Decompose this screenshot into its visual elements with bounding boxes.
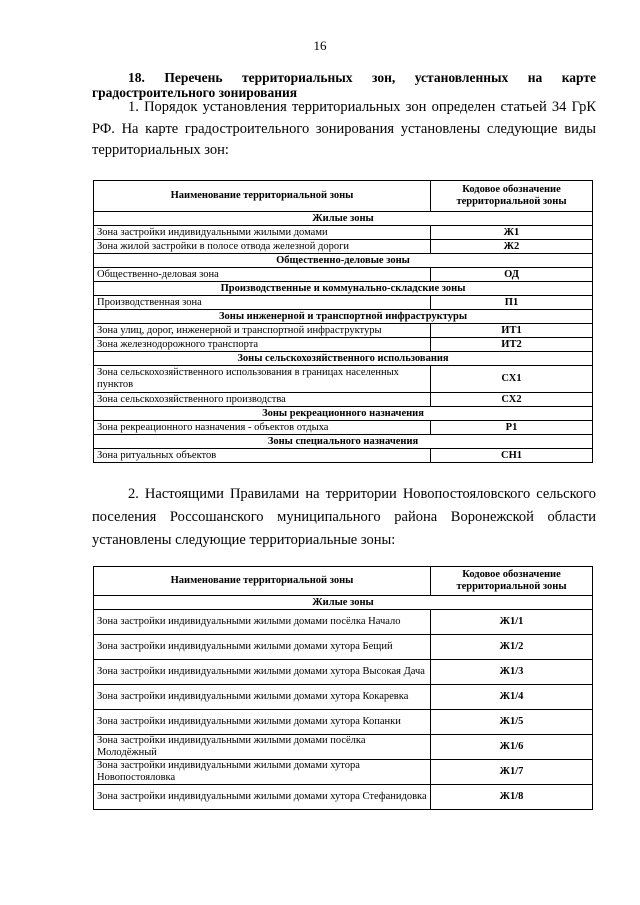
table-row [94, 268, 593, 282]
group-row [94, 310, 593, 324]
zone-code: СХ1 [431, 366, 593, 393]
header-zone-code: Кодовое обозначение территориальной зоны [431, 567, 593, 596]
zone-code: Ж1/5 [431, 710, 593, 735]
section-heading [92, 70, 596, 100]
page-number: 16 [313, 38, 327, 53]
zone-name: Зона железнодорожного транспорта [94, 338, 431, 352]
zone-name: Зона застройки индивидуальными жилыми домами хутора Высокая Дача [94, 660, 431, 685]
group-row [94, 435, 593, 449]
table-row [94, 785, 593, 810]
header-zone-code: Кодовое обозначение территориальной зоны [431, 181, 593, 212]
group-title: Зоны специального назначения [94, 435, 593, 449]
zone-code: СХ2 [431, 393, 593, 407]
group-row [94, 407, 593, 421]
group-row [94, 254, 593, 268]
paragraph-2: 2. Настоящими Правилами на территории Новопостояловского сельского поселения Россошанского муниципального района Воронежской области установлены следующие территориальные зоны: [92, 486, 596, 548]
zone-code: Ж1 [431, 226, 593, 240]
group-title: Общественно-деловые зоны [94, 254, 593, 268]
group-row [94, 352, 593, 366]
zone-code: Ж1/7 [431, 760, 593, 785]
group-title: Жилые зоны [94, 212, 593, 226]
zone-code: Ж2 [431, 240, 593, 254]
table-row [94, 226, 593, 240]
group-row [94, 596, 593, 610]
zone-code: ИТ2 [431, 338, 593, 352]
table-row [94, 635, 593, 660]
zone-name: Зона ритуальных объектов [94, 449, 431, 463]
table-row [94, 421, 593, 435]
table-row [94, 610, 593, 635]
zone-name: Зона сельскохозяйственного производства [94, 393, 431, 407]
group-row [94, 212, 593, 226]
zone-name: Зона рекреационного назначения - объектов отдыха [94, 421, 431, 435]
table-row [94, 685, 593, 710]
table-row [94, 240, 593, 254]
zone-code: СН1 [431, 449, 593, 463]
table-row [94, 760, 593, 785]
group-title: Производственные и коммунально-складские зоны [94, 282, 593, 296]
group-title: Зоны рекреационного назначения [94, 407, 593, 421]
table-row [94, 393, 593, 407]
zone-name: Зона застройки индивидуальными жилыми домами посёлка Молодёжный [94, 735, 431, 760]
table-row [94, 660, 593, 685]
group-row [94, 282, 593, 296]
zone-name: Зона застройки индивидуальными жилыми домами хутора Кокаревка [94, 685, 431, 710]
header-zone-name: Наименование территориальной зоны [94, 181, 431, 212]
zone-name: Зона жилой застройки в полосе отвода железной дороги [94, 240, 431, 254]
zone-name: Зона застройки индивидуальными жилыми домами посёлка Начало [94, 610, 431, 635]
zone-name: Общественно-деловая зона [94, 268, 431, 282]
table-row [94, 735, 593, 760]
table-row [94, 324, 593, 338]
zone-name: Зона застройки индивидуальными жилыми домами хутора Бещий [94, 635, 431, 660]
group-title: Зоны инженерной и транспортной инфраструктуры [94, 310, 593, 324]
zone-code: ОД [431, 268, 593, 282]
zone-code: П1 [431, 296, 593, 310]
zone-code: Ж1/4 [431, 685, 593, 710]
zones-table-2 [93, 566, 593, 810]
zone-name: Зона застройки индивидуальными жилыми домами хутора Стефанидовка [94, 785, 431, 810]
zone-code: Р1 [431, 421, 593, 435]
zone-name: Зона застройки индивидуальными жилыми домами хутора Новопостояловка [94, 760, 431, 785]
section-title: Перечень территориальных зон, установленных на карте градостроительного зонирования [92, 70, 597, 100]
table-row [94, 296, 593, 310]
zones-table-1 [93, 180, 593, 463]
table-row [94, 710, 593, 735]
zone-code: ИТ1 [431, 324, 593, 338]
zone-name: Производственная зона [94, 296, 431, 310]
table-row [94, 449, 593, 463]
zone-code: Ж1/6 [431, 735, 593, 760]
zone-code: Ж1/3 [431, 660, 593, 685]
table-row [94, 366, 593, 393]
table-header-row [94, 181, 593, 212]
zone-name: Зона застройки индивидуальными жилыми домами [94, 226, 431, 240]
header-zone-name: Наименование территориальной зоны [94, 567, 431, 596]
zone-name: Зона сельскохозяйственного использования в границах населенных пунктов [94, 366, 431, 393]
zone-code: Ж1/8 [431, 785, 593, 810]
zone-code: Ж1/2 [431, 635, 593, 660]
table-header-row [94, 567, 593, 596]
zone-name: Зона застройки индивидуальными жилыми домами хутора Копанки [94, 710, 431, 735]
table-row [94, 338, 593, 352]
paragraph-1: 1. Порядок установления территориальных зон определен статьей 34 ГрК РФ. На карте градостроительного зонирования установлены следующие виды территориальных зон: [92, 99, 596, 158]
section-number: 18. [128, 70, 145, 85]
group-title: Жилые зоны [94, 596, 593, 610]
group-title: Зоны сельскохозяйственного использования [94, 352, 593, 366]
zone-name: Зона улиц, дорог, инженерной и транспортной инфраструктуры [94, 324, 431, 338]
zone-code: Ж1/1 [431, 610, 593, 635]
